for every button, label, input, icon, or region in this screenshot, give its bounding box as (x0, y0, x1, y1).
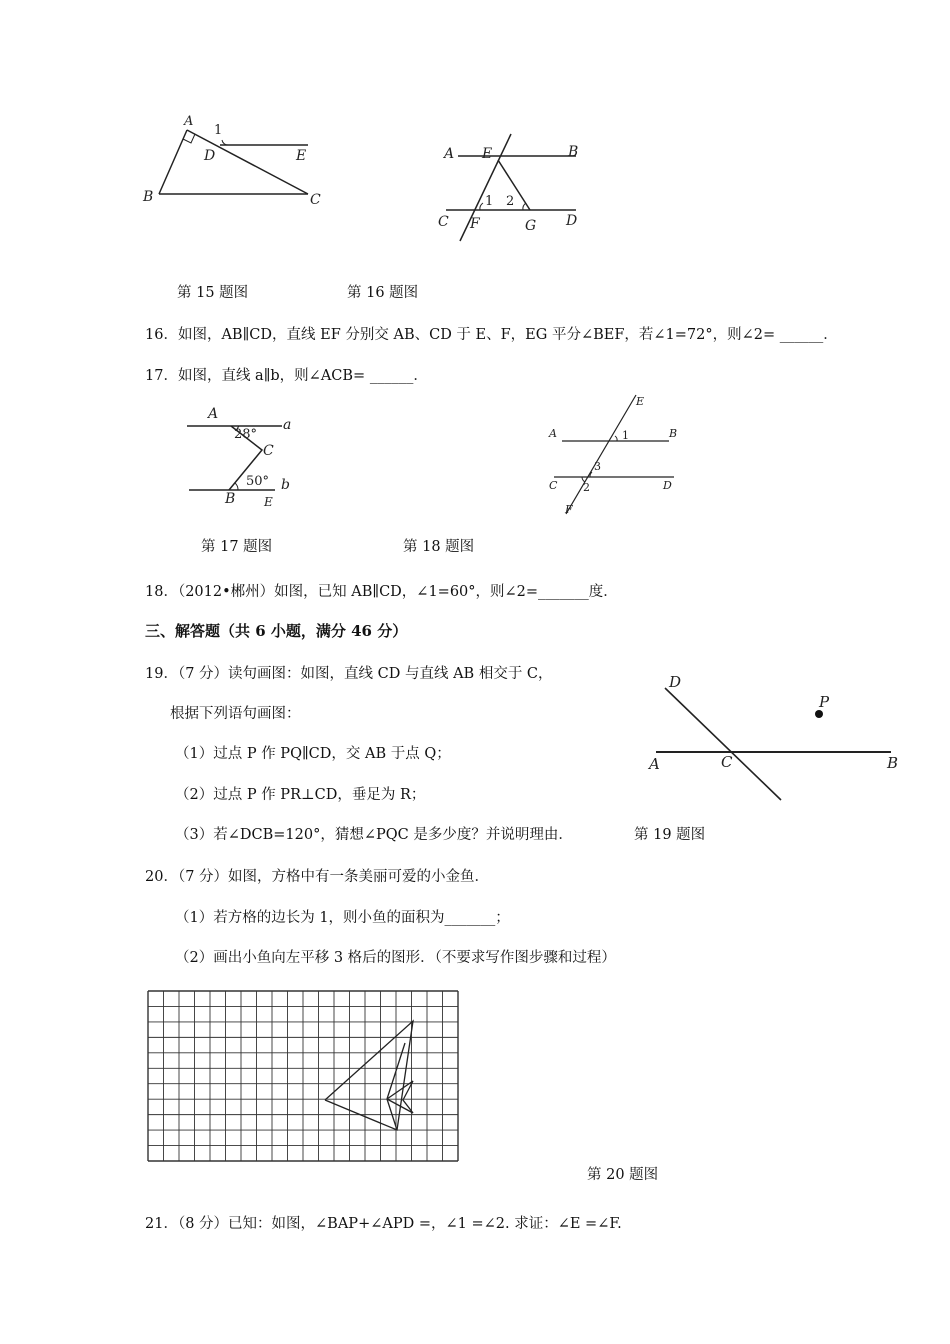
figure-20-grid (147, 990, 459, 1162)
caption-fig16: 第 16 题图 (347, 285, 419, 301)
fig18-label-2: 2 (583, 481, 590, 494)
figure-17 (185, 400, 305, 515)
fig16-label-C: C (438, 214, 449, 230)
fig17-label-a: a (283, 417, 292, 433)
fig16-angle-1-arc (480, 203, 483, 210)
fig19-label-C: C (721, 753, 733, 771)
fig18-label-3: 3 (594, 460, 601, 473)
fig16-label-E: E (482, 146, 493, 162)
caption-fig15: 第 15 题图 (177, 285, 249, 301)
fig15-label-A: A (184, 114, 194, 129)
fig15-label-1: 1 (214, 123, 223, 138)
question-21: 21．（8 分）已知：如图，∠BAP+∠APD =，∠1 =∠2. 求证：∠E =∠F. (145, 1216, 622, 1232)
fig18-label-F: F (565, 503, 573, 516)
figure-15 (140, 110, 340, 220)
fig16-label-2: 2 (506, 194, 515, 209)
fig18-label-C: C (549, 479, 558, 492)
question-17: 17．如图，直线 a∥b，则∠ACB= ______． (145, 368, 428, 384)
fig19-label-A: A (649, 755, 660, 773)
question-20-stem: 20．（7 分）如图，方格中有一条美丽可爱的小金鱼． (145, 869, 490, 885)
fig18-label-1: 1 (622, 429, 629, 442)
fig17-label-28: 28° (234, 427, 258, 442)
fig15-label-E: E (296, 148, 307, 164)
fig17-label-A: A (208, 406, 219, 422)
fig19-label-D: D (669, 673, 682, 691)
fig16-label-D: D (566, 213, 578, 229)
fig17-label-50: 50° (246, 474, 270, 489)
question-19-part1: （1）过点 P 作 PQ∥CD，交 AB 于点 Q； (175, 746, 451, 762)
fig17-label-C: C (263, 443, 274, 459)
fig17-angle-50-arc (235, 483, 238, 490)
fig15-label-C: C (310, 192, 321, 208)
fig19-line-CD (665, 688, 781, 800)
figure-18 (545, 390, 685, 520)
fig18-label-A: A (549, 427, 557, 440)
fig16-label-B: B (568, 144, 579, 160)
caption-fig19: 第 19 题图 (634, 827, 706, 843)
fig18-label-E: E (636, 395, 645, 408)
question-19-intro: 根据下列语句画图： (170, 706, 301, 722)
fig16-label-1: 1 (485, 194, 494, 209)
caption-fig17: 第 17 题图 (201, 539, 273, 555)
fig16-label-A: A (444, 146, 455, 162)
fig17-label-E: E (264, 495, 273, 509)
question-16: 16．如图，AB∥CD，直线 EF 分别交 AB、CD 于 E、F，EG 平分∠BEF，若∠1=72°，则∠2= ______． (145, 327, 838, 343)
fig15-label-B: B (143, 189, 154, 205)
section-3-heading: 三、解答题（共 6 小题，满分 46 分） (145, 622, 408, 640)
fig15-line-AB (159, 130, 187, 194)
fig16-label-F: F (470, 216, 480, 232)
fig19-label-B: B (887, 754, 899, 772)
question-19-part2: （2）过点 P 作 PR⊥CD，垂足为 R； (175, 787, 426, 803)
fig15-label-D: D (204, 148, 216, 164)
question-20-part1: （1）若方格的边长为 1，则小鱼的面积为_______； (175, 910, 510, 926)
fig17-label-b: b (281, 477, 290, 493)
question-19-part3: （3）若∠DCB=120°，猜想∠PQC 是多少度？并说明理由． (175, 827, 573, 843)
caption-fig20: 第 20 题图 (587, 1167, 659, 1183)
question-19-stem: 19．（7 分）读句画图：如图，直线 CD 与直线 AB 相交于 C， (145, 666, 553, 682)
fig18-angle-1-arc (615, 436, 617, 441)
question-20-part2: （2）画出小鱼向左平移 3 格后的图形．（不要求写作图步骤和过程） (175, 950, 616, 966)
fig19-point-P (815, 710, 823, 718)
figure-16 (430, 130, 590, 245)
fig17-label-B: B (225, 491, 236, 507)
fig18-label-B: B (669, 427, 678, 440)
caption-fig18: 第 18 题图 (403, 539, 475, 555)
fig19-label-P: P (819, 693, 830, 711)
question-18: 18．（2012•郴州）如图，已知 AB∥CD，∠1=60°，则∠2=_______度． (145, 584, 618, 600)
fig18-label-D: D (663, 479, 672, 492)
fig16-label-G: G (525, 218, 537, 234)
figure-19 (645, 668, 910, 808)
fig18-line-EF (566, 395, 636, 514)
grid-lines (148, 991, 458, 1161)
